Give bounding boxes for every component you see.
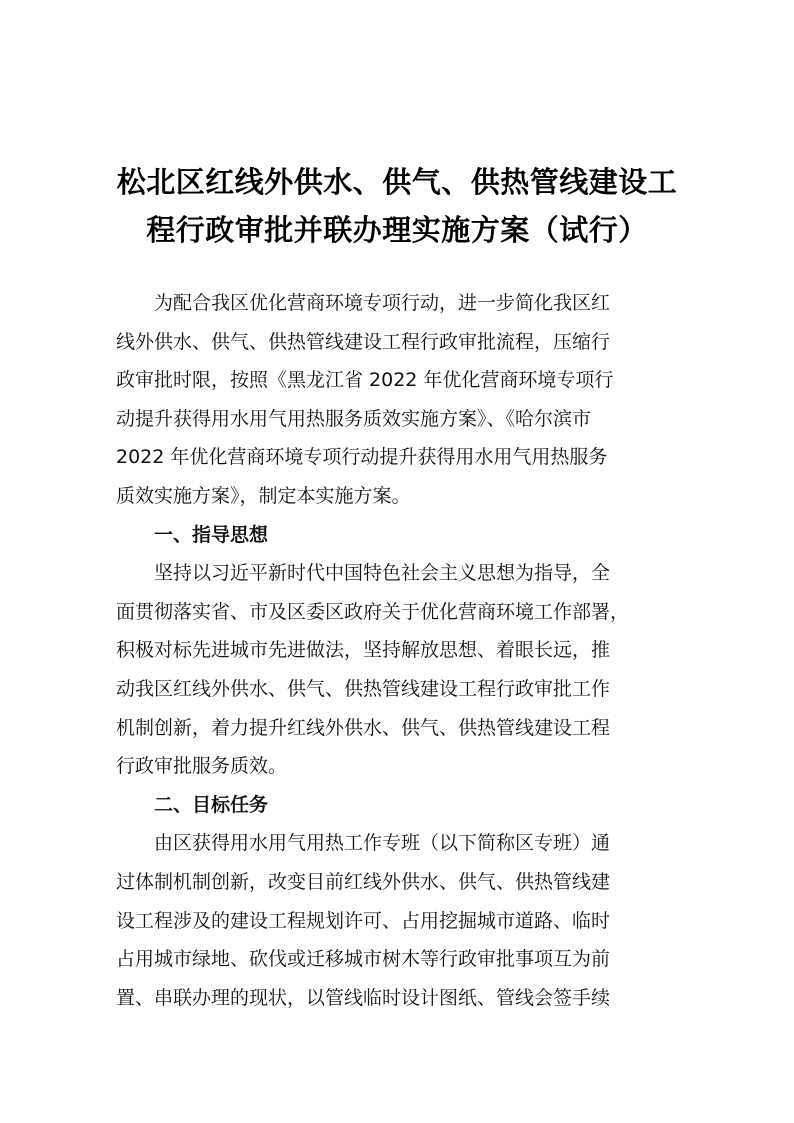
section1-line: 机制创新，着力提升红线外供水、供气、供热管线建设工程 [116, 716, 611, 739]
section2-line: 设工程涉及的建设工程规划许可、占用挖掘城市道路、临时 [116, 909, 611, 932]
section-heading-guiding-ideology: 一、指导思想 [154, 523, 269, 546]
section2-line: 置、串联办理的现状，以管线临时设计图纸、管线会签手续 [116, 986, 611, 1009]
section-heading-goals-tasks: 二、目标任务 [154, 793, 269, 816]
section1-line: 动我区红线外供水、供气、供热管线建设工程行政审批工作 [116, 677, 611, 700]
section1-line: 行政审批服务质效。 [116, 755, 288, 778]
section2-line: 过体制机制创新，改变目前红线外供水、供气、供热管线建 [116, 870, 611, 893]
intro-line: 线外供水、供气、供热管线建设工程行政审批流程，压缩行 [116, 330, 611, 353]
document-title [96, 158, 698, 254]
intro-line: 政审批时限，按照《黑龙江省 2022 年优化营商环境专项行 [116, 369, 614, 392]
section1-line: 面贯彻落实省、市及区委区政府关于优化营商环境工作部署， [116, 600, 630, 623]
section2-line: 由区获得用水用气用热工作专班（以下简称区专班）通 [154, 832, 611, 855]
title-line-2: 程行政审批并联办理实施方案（试行） [146, 213, 648, 247]
title-line-1: 松北区红线外供水、供气、供热管线建设工 [116, 165, 678, 199]
intro-line: 为配合我区优化营商环境专项行动，进一步简化我区红 [154, 292, 611, 314]
document-body [116, 284, 686, 1017]
intro-line: 2022 年优化营商环境专项行动提升获得用水用气用热服务 [116, 446, 608, 469]
intro-line: 质效实施方案》，制定本实施方案。 [116, 484, 411, 507]
section2-line: 占用城市绿地、砍伐或迁移城市树木等行政审批事项互为前 [116, 948, 611, 971]
section1-line: 积极对标先进城市先进做法，坚持解放思想、着眼长远，推 [116, 639, 611, 662]
section1-line: 坚持以习近平新时代中国特色社会主义思想为指导，全 [154, 562, 611, 585]
intro-line: 动提升获得用水用气用热服务质效实施方案》、《哈尔滨市 [116, 407, 592, 430]
